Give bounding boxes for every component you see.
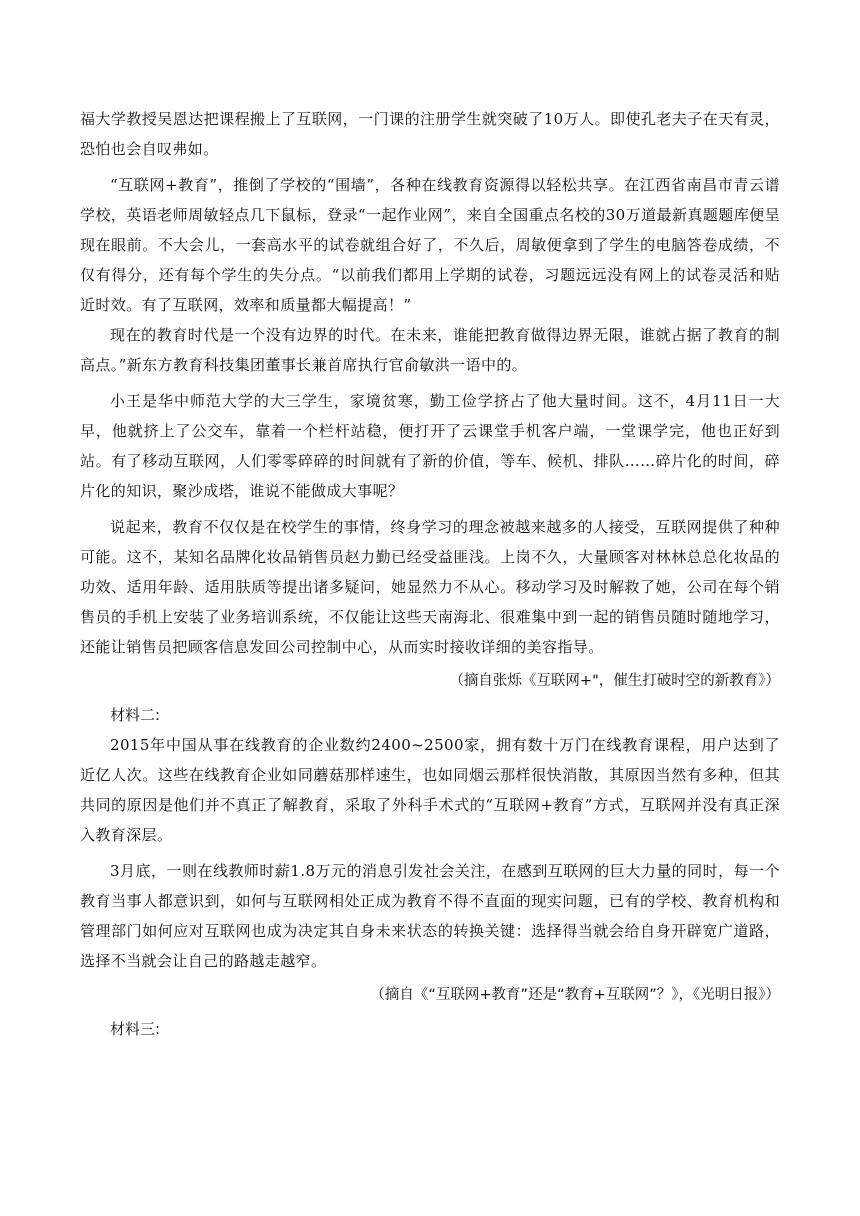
- paragraph-lifelong-learning: 说起来，教育不仅仅是在校学生的事情，终身学习的理念被越来越多的人接受，互联网提供了种种可能。这不，某知名品牌化妆品销售员赵力勤已经受益匪浅。上岗不久，大量顾客对林林总总化妆品的功效、适用年龄、适用肤质等提出诸多疑问，她显然力不从心。移动学习及时解救了她，公司在每个销售员的手机上安装了业务培训系统，不仅能让这些天南海北、很难集中到一起的销售员随时随地学习，还能让销售员把顾客信息发回公司控制中心，从而实时接收详细的美容指导。: [80, 518, 780, 656]
- material-two-label: 材料二:: [110, 706, 161, 724]
- paragraph-xiaowang: 小王是华中师范大学的大三学生，家境贫寒，勤工俭学挤占了他大量时间。这不，4月11日一大早，他就挤上了公交车，靠着一个栏杆站稳，便打开了云课堂手机客户端，一堂课学完，他也正好到站。有了移动互联网，人们零零碎碎的时间就有了新的价值，等车、候机、排队……碎片化的时间，碎片化的知识，聚沙成塔，谁说不能做成大事呢？: [80, 392, 780, 500]
- paragraph-online-teacher-salary: 3月底，一则在线教师时薪1.8万元的消息引发社会关注，在感到互联网的巨大力量的同时，每一个教育当事人都意识到，如何与互联网相处正成为教育不得不直面的现实问题，已有的学校、教育机构和管理部门如何应对互联网也成为决定其自身未来状态的转换关键：选择得当就会给自身开辟宽广道路，选择不当就会让自己的路越走越窄。: [80, 862, 780, 970]
- paragraph-continued: 福大学教授吴恩达把课程搬上了互联网，一门课的注册学生就突破了10万人。即使孔老夫子在天有灵，恐怕也会自叹弗如。: [80, 110, 780, 158]
- source-citation-2: （摘自《“互联网+教育”还是“教育+互联网”？》，《光明日报》）: [370, 987, 780, 1003]
- paragraph-no-boundary: 现在的教育时代是一个没有边界的时代。在未来，谁能把教育做得边界无限，谁就占据了教育的制高点。”新东方教育科技集团董事长兼首席执行官俞敏洪一语中的。: [80, 326, 780, 374]
- paragraph-internet-education: “互联网+教育”，推倒了学校的“围墙”，各种在线教育资源得以轻松共享。在江西省南昌市青云谱学校，英语老师周敏轻点几下鼠标，登录“一起作业网”，来自全国重点名校的30万道最新真题题库便呈现在眼前。不大会儿，一套高水平的试卷就组合好了，不久后，周敏便拿到了学生的电脑答卷成绩，不仅有得分，还有每个学生的失分点。“以前我们都用上学期的试卷，习题远远没有网上的试卷灵活和贴近时效。有了互联网，效率和质量都大幅提高！”: [80, 176, 780, 314]
- document-page: [80, 104, 780, 1044]
- source-citation-1: （摘自张烁《互联网+"，催生打破时空的新教育》）: [449, 673, 780, 689]
- paragraph-online-education-2015: 2015年中国从事在线教育的企业数约2400~2500家，拥有数十万门在线教育课程，用户达到了近亿人次。这些在线教育企业如同蘑菇那样速生，也如同烟云那样很快消散，其原因当然有多种，但其共同的原因是他们并不真正了解教育，采取了外科手术式的“互联网+教育”方式，互联网并没有真正深入教育深层。: [80, 736, 780, 844]
- material-three-label: 材料三:: [110, 1020, 161, 1038]
